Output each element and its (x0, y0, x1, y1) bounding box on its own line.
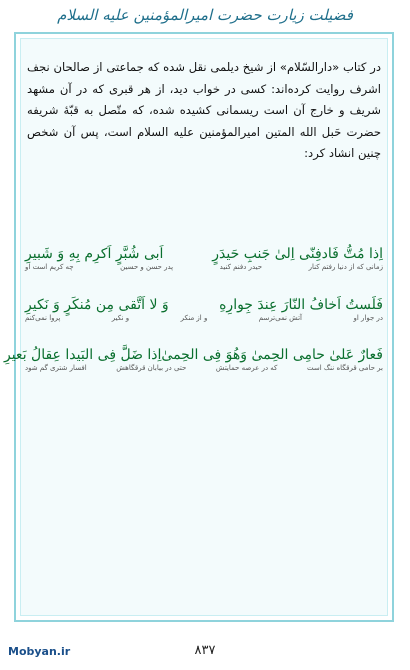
verse-couplet-3 (3, 347, 383, 372)
verse-gloss: افسار شتری گم شود (25, 364, 87, 372)
page-frame (3, 32, 394, 622)
verse-hemistich-left: اَبی شُبَّرٍ اَکرِم بِهِ وَ شَبیرِ (25, 246, 164, 262)
verse-gloss: و از منکر (180, 314, 208, 322)
verse-hemistich-right: فَلَستُ اَخافُ النّارَ عِندَ جِوارِهِ (219, 297, 383, 313)
verse-gloss: بر حامی قرقگاه ننگ است (307, 364, 383, 372)
verse-gloss-line (25, 263, 383, 271)
verse-hemistich-right: اِذا مُتُّ فَادفِنّی اِلیٰ جَنبِ حَیدَرٍ (212, 246, 383, 262)
verse-gloss: پدر حسن و حسین (120, 263, 174, 271)
verse-couplet-2 (25, 297, 383, 322)
prose-paragraph: در کتاب «دارالسّلام» از شیخ دیلمی نقل شده که جماعتی از صالحان نجف اشرف روایت کرده‌اند: کسی در خواب دید، از هر قبری که در آن مشهد شریف و خارج آن است ریسمانی کشیده شده، که متّصل به قبّهٔ شریفه حضرت حَبل الله المتین امیرالمؤمنین علیه السلام است، پس آن شخص چنین انشاد کرد: (27, 60, 381, 160)
site-name: Mobyan.ir (8, 645, 71, 658)
verse-hemistich-left: اِذا ضَلَّ فِی البَیدا عِقالُ بَعیرِ (3, 347, 162, 363)
verse-gloss: حتی در بیابان قرقگاهش (116, 364, 187, 372)
verse-gloss: که در عرصه حمایتش (215, 364, 278, 372)
verse-hemistich-right: فَعارٌ عَلیٰ حامِی الحِمیٰ وَهُوَ فِی الحِمیٰ (161, 347, 383, 363)
verse-gloss: آتش نمی‌ترسم (258, 314, 303, 322)
verse-gloss-line (25, 314, 383, 322)
page-header-title: فضیلت زیارت حضرت امیرالمؤمنین علیه السلام (57, 6, 353, 24)
page-number: ۸۳۷ (194, 643, 216, 658)
verse-gloss: و نکیر (111, 314, 130, 322)
verse-gloss: در جوار او (353, 314, 383, 322)
page-frame-inner (3, 38, 388, 616)
verse-line (3, 347, 383, 363)
verse-couplet-1 (25, 246, 383, 271)
verse-gloss: چه کریم است او (25, 263, 74, 271)
verse-line (25, 297, 383, 313)
verse-hemistich-left: وَ لا اَتَّقی مِن مُنکَرٍ وَ نَکیرِ (25, 297, 169, 313)
verse-gloss: پروا نمی‌کنم (25, 314, 61, 322)
verse-gloss: حیدر دفنم کنید (219, 263, 263, 271)
verse-gloss-line (25, 364, 383, 372)
verse-line (25, 246, 383, 262)
verse-gloss: زمانی که از دنیا رفتم کنار (308, 263, 383, 271)
